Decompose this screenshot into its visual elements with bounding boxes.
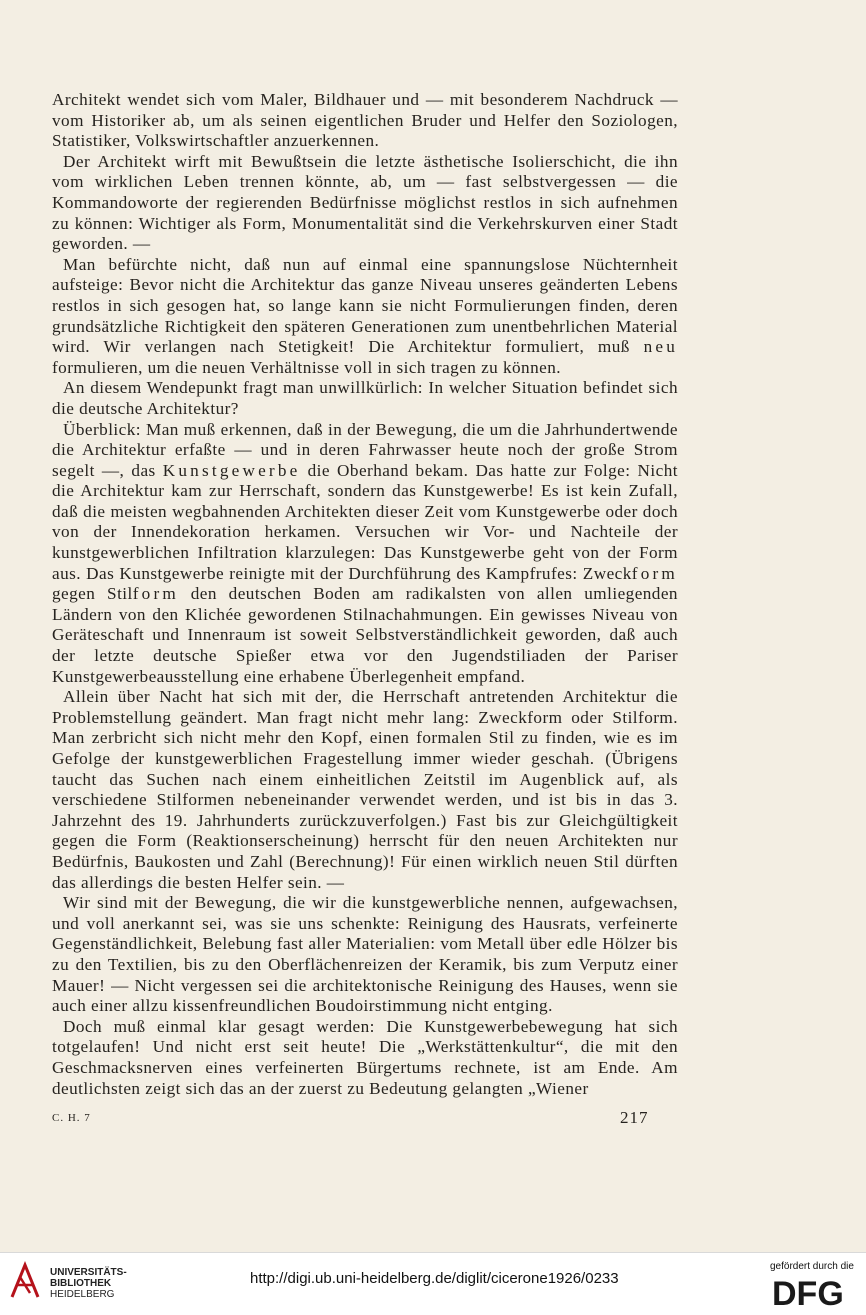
dfg-logo-icon [772,1275,856,1309]
institution-line: HEIDELBERG [50,1289,115,1300]
text-run: den deutschen Boden am radikalsten von allen umliegenden Ländern von den Klichée gewordenen Stilnachahmungen. Ein gewisses Niveau von Geräteschaft und Innenraum ist soweit Selbstverständlichkeit geworden, daß auch der letzte deutsche Spießer etwa vor den Jugendstiliaden der Pariser Kunstgewerbeausstellung eine erhabene Überlegenheit empfand. [52,584,678,686]
text-run: Überblick: Man muß erkennen, daß in der Bewegung, die um die Jahrhundertwende die Architektur erfaßte — und in deren Fahrwasser heute noch der große Strom segelt —, das [52,419,678,480]
paragraph [52,152,678,255]
dfg-logo-text: DFG [772,1275,844,1309]
paragraph [52,1017,678,1099]
text-run: formulieren, um die neuen Verhältnisse voll in sich tragen zu können. [52,357,561,377]
spaced-emphasis: form [631,563,678,583]
sponsor-caption: gefördert durch die [770,1261,854,1272]
paragraph [52,893,678,1017]
institution-name [50,1267,127,1300]
text-run: An diesem Wendepunkt fragt man unwillkürlich: In welcher Situation befindet sich die deutsche Architektur? [52,378,678,418]
spaced-emphasis: form [132,584,179,604]
paragraph [52,378,678,419]
permalink-url[interactable]: http://digi.ub.uni-heidelberg.de/diglit/cicerone1926/0233 [250,1270,619,1287]
viewer-footer [0,1252,866,1315]
text-run: Allein über Nacht hat sich mit der, die Herrschaft antretenden Architektur die Problemstellung geändert. Man fragt nicht mehr lang: Zweckform oder Stilform. Man zerbricht sich nicht mehr den Kopf, einen formalen Stil zu finden, wie es im Gefolge der kunstgewerblichen Fragestellung immer wieder geschah. (Übrigens taucht das Suchen nach einem einheitlichen Zeitstil im Augenblick auf, als verschiedene Stilformen nebeneinander verwendet werden, und ist bis in das 3. Jahrzehnt des 19. Jahrhunderts zurückzuverfolgen.) Fast bis zur Gleichgültigkeit gegen die Form (Reaktionserscheinung) herrscht für den neuen Architekten nur Bedürfnis, Baukosten und Zahl (Berechnung)! Für einen wirklich neuen Stil dürften das allerdings die besten Helfer sein. — [52,687,678,892]
paragraph [52,687,678,893]
body-text [52,90,678,1099]
paragraph [52,420,678,688]
text-run: Der Architekt wirft mit Bewußtsein die letzte ästhetische Isolierschicht, die ihn vom wirklichen Leben trennen könnte, ab, um — fast selbstvergessen — die Kommandoworte der regierenden Bedürfnisse möglichst restlos in sich aufnehmen zu können: Wichtiger als Form, Monumentalität sind die Verkehrskurven einer Stadt geworden. — [52,151,678,254]
text-run: Doch muß einmal klar gesagt werden: Die Kunstgewerbebewegung hat sich totgelaufen! Und nicht erst seit heute! Die „Werkstättenkultur“, die mit den Geschmacksnerven eines verfeinerten Bürgertums rechnete, ist am Ende. Am deutlichsten zeigt sich das an der zuerst zu Bedeutung gelangten „Wiener [52,1016,678,1098]
spaced-emphasis: neu [643,337,678,357]
text-run: Man befürchte nicht, daß nun auf einmal eine spannungslose Nüchternheit aufsteige: Bevor nicht die Architektur das ganze Niveau unseres geänderten Lebens restlos in sich gesogen hat, so lange kann sie nicht Formulierungen finden, deren grundsätzliche Richtigkeit den späteren Generationen zum unentbehrlichen Material wird. Wir verlangen nach Stetigkeit! Die Architektur formuliert, muß [52,254,678,357]
text-run: Architekt wendet sich vom Maler, Bildhauer und — mit besonderem Nachdruck — vom Historiker ab, um als seinen eigentlichen Bruder und Helfer den Soziologen, Statistiker, Volkswirtschaftler anzuerkennen. [52,90,678,151]
institution-line: UNIVERSITÄTS- [50,1267,127,1278]
text-run: Wir sind mit der Bewegung, die wir die kunstgewerbliche nennen, aufgewachsen, und voll anerkannt sei, was sie uns schenkte: Reinigung des Hausrats, verfeinerte Gegenständlichkeit, Belebung fast aller Materialien: vom Metall über edle Hölzer bis zu den Textilien, bis zu den Oberflächenreizen der Keramik, bis zum Verputz einer Mauer! — Nicht vergessen sei die architektonische Reinigung des Hauses, wenn sie auch einer allzu kissenfreundlichen Boudoirstimmung nicht entging. [52,893,678,1016]
text-run: gegen Stil [52,584,133,604]
printer-signature: C. H. 7 [52,1112,91,1124]
institution-line: BIBLIOTHEK [50,1278,112,1289]
spaced-emphasis: Kunstgewerbe [162,460,301,480]
paragraph [52,90,678,152]
text-run: die Oberhand bekam. Das hatte zur Folge: Nicht die Architektur kam zur Herrschaft, sondern das Kunstgewerbe! Es ist kein Zufall, daß die meisten wegbahnenden Architekten dieser Zeit vom Kunstgewerbe oder doch von der Innendekoration herkamen. Versuchen wir Vor- und Nachteile der kunstgewerblichen Infiltration klarzulegen: Das Kunstgewerbe geht von der Form aus. Das Kunstgewerbe reinigte mit der Durchführung des Kampfrufes: Zweck [52,460,678,583]
paragraph [52,255,678,379]
page-number: 217 [620,1108,649,1127]
university-library-logo-icon [8,1261,42,1301]
